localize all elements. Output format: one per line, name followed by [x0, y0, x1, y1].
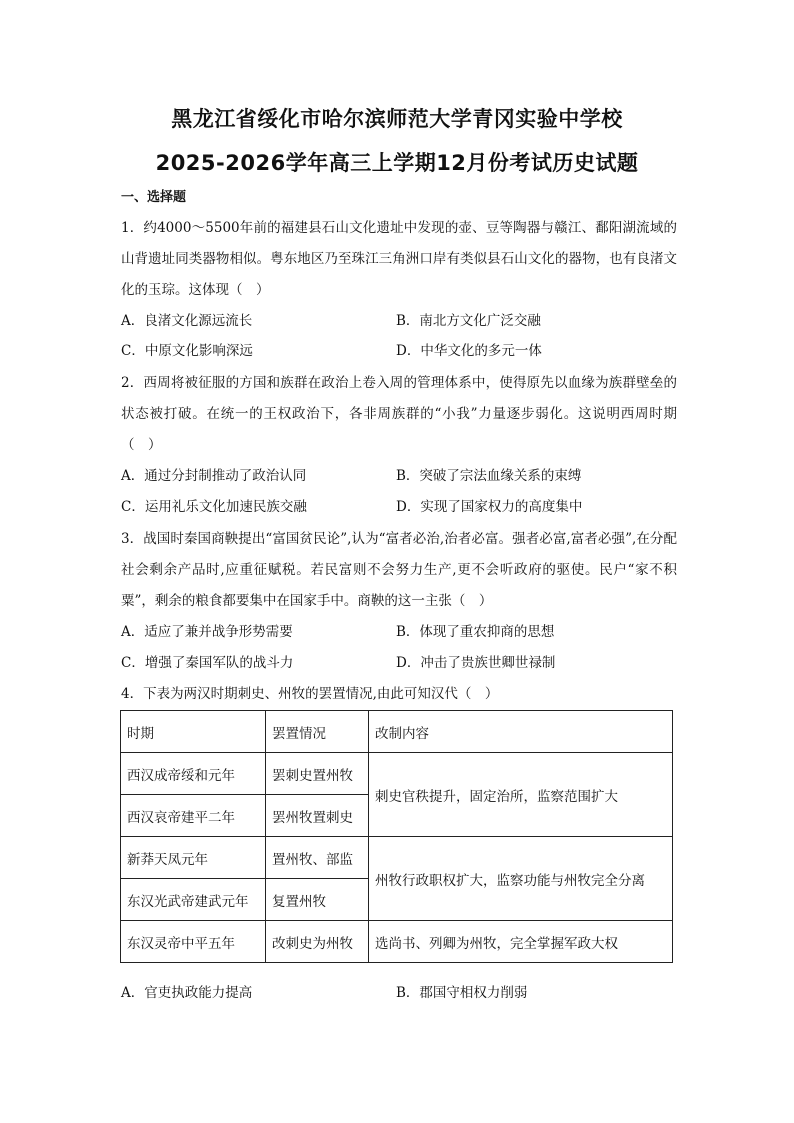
table-header-cell: 罢置情况 — [266, 711, 369, 753]
question-3-option-c[interactable]: C．增强了秦国军队的战斗力 — [121, 655, 294, 671]
question-3-option-a[interactable]: A．适应了兼并战争形势需要 — [121, 624, 293, 640]
question-2-option-d[interactable]: D．实现了国家权力的高度集中 — [396, 499, 583, 515]
question-1-option-c[interactable]: C．中原文化影响深远 — [121, 343, 253, 359]
table-cell-status: 罢刺史置州牧 — [266, 753, 369, 795]
table-cell-period: 西汉成帝绥和元年 — [121, 753, 266, 795]
question-2-stem: 2．西周将被征服的方国和族群在政治上卷入周的管理体系中，使得原先以血缘为族群壁垒的状态被打破。在统一的王权政治下，各非周族群的“小我”力量逐步弱化。这说明西周时期（ ） — [121, 375, 677, 453]
table-cell-reform: 州牧行政职权扩大，监察功能与州牧完全分离 — [369, 837, 673, 921]
section-heading: 一、选择题 — [121, 190, 187, 205]
table-row — [121, 753, 673, 795]
table-cell-reform: 选尚书、列卿为州牧，完全掌握军政大权 — [369, 921, 673, 963]
table-cell-period: 新莽天凤元年 — [121, 837, 266, 879]
question-4-stem: 4．下表为两汉时期刺史、州牧的罢置情况,由此可知汉代（ ） — [121, 686, 499, 702]
table-cell-period: 东汉光武帝建武元年 — [121, 879, 266, 921]
table-cell-reform: 刺史官秩提升，固定治所，监察范围扩大 — [369, 753, 673, 837]
question-1-option-a[interactable]: A．良渚文化源远流长 — [121, 313, 253, 329]
table-cell-status: 改刺史为州牧 — [266, 921, 369, 963]
question-3-stem: 3．战国时秦国商鞅提出“富国贫民论”,认为“富者必治,治者必富。强者必富,富者必强”,在分配社会剩余产品时,应重征赋税。若民富则不会努力生产,更不会听政府的驱使。民户“家不积粟”，剩余的粮食都要集中在国家手中。商鞅的这一主张（ ） — [121, 531, 677, 609]
table-cell-status: 复置州牧 — [266, 879, 369, 921]
table-cell-period: 东汉灵帝中平五年 — [121, 921, 266, 963]
question-1-option-d[interactable]: D．中华文化的多元一体 — [396, 343, 542, 359]
question-3-option-b[interactable]: B．体现了重农抑商的思想 — [396, 624, 555, 640]
table-row — [121, 837, 673, 879]
table-header-cell: 改制内容 — [369, 711, 673, 753]
exam-title-line1: 黑龙江省绥化市哈尔滨师范大学青冈实验中学校 — [171, 107, 623, 131]
exam-title-line2: 2025-2026学年高三上学期12月份考试历史试题 — [155, 151, 639, 175]
question-4-option-a[interactable]: A．官吏执政能力提高 — [121, 985, 253, 1001]
question-4-option-b[interactable]: B．郡国守相权力削弱 — [396, 985, 528, 1001]
table-cell-status: 置州牧、部监 — [266, 837, 369, 879]
history-table — [120, 710, 673, 963]
table-row — [121, 921, 673, 963]
table-cell-period: 西汉哀帝建平二年 — [121, 795, 266, 837]
table-header-cell: 时期 — [121, 711, 266, 753]
question-2-option-b[interactable]: B．突破了宗法血缘关系的束缚 — [396, 468, 582, 484]
question-1-option-b[interactable]: B．南北方文化广泛交融 — [396, 313, 541, 329]
question-1-stem: 1．约4000～5500年前的福建县石山文化遗址中发现的壶、豆等陶器与赣江、鄱阳湖流域的山背遗址同类器物相似。粤东地区乃至珠江三角洲口岸有类似县石山文化的器物，也有良渚文化的玉琮。这体现（ ） — [121, 220, 677, 298]
table-header-row — [121, 711, 673, 753]
table-cell-status: 罢州牧置刺史 — [266, 795, 369, 837]
question-3-option-d[interactable]: D．冲击了贵族世卿世禄制 — [396, 655, 556, 671]
question-2-option-a[interactable]: A．通过分封制推动了政治认同 — [121, 468, 307, 484]
question-2-option-c[interactable]: C．运用礼乐文化加速民族交融 — [121, 499, 307, 515]
